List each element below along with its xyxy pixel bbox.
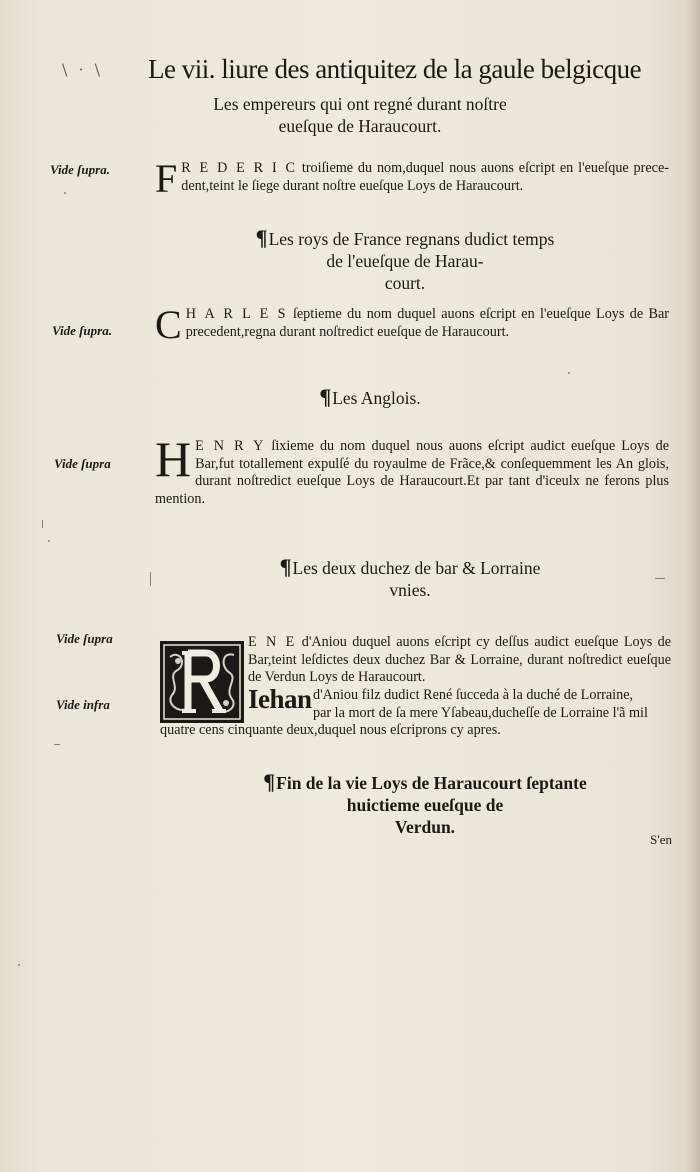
drop-cap-c: C (155, 302, 182, 347)
anglois-paragraph (155, 431, 670, 508)
ornate-initial-r-icon (162, 643, 242, 721)
emperors-line2: dent,teint le ſiege durant noſtre eueſque Loys de Haraucourt. (181, 177, 524, 194)
running-head: Le vii. liure des antiquitez de la gaule belgicque (148, 54, 642, 84)
drop-cap-h: H (155, 431, 192, 487)
france-heading-line2: de l'eueſque de Harau- (326, 251, 484, 271)
ornate-initial-r (160, 641, 244, 723)
emperors-line1: troiſieme du nom,duquel nous auons eſcript en l'eueſque prece- (301, 160, 669, 176)
anglois-heading-text: Les Anglois. (332, 388, 421, 408)
bar-lorraine-paragraph (248, 634, 671, 687)
drop-cap-f: F (155, 156, 178, 201)
page-edge-shadow (686, 0, 700, 1172)
emperors-heading-line1: Les empereurs qui ont regné durant noſtre (213, 94, 507, 114)
france-heading (220, 227, 590, 294)
anglois-first-word: E N R Y (195, 438, 266, 454)
anglois-line2: Bar,fut totallement expulſé du royaulme de Frãce,& conſequemment les An (195, 455, 634, 472)
bar-lorraine-line1: d'Aniou duquel auons eſcript cy deſſus audict eueſque Loys de (301, 634, 671, 650)
anglois-heading (300, 386, 440, 409)
margin-note-france: Vide ſupra. (52, 323, 112, 338)
emperors-paragraph (155, 156, 669, 201)
emperors-heading-line2: eueſque de Haraucourt. (278, 116, 442, 136)
paper-speck (54, 744, 60, 745)
page-marks: \ · \ (62, 60, 104, 79)
bar-lorraine-heading-line1: Les deux duchez de bar & Lorraine (292, 558, 541, 578)
bar-lorraine-line5: par la mort de ſa mere Yſabeau,ducheſſe de Lorraine l'ã mil (313, 704, 648, 721)
bar-lorraine-line4: d'Aniou filz dudict René ſucceda à la duché de Lorraine, (313, 687, 634, 703)
paper-speck (64, 192, 66, 194)
pilcrow-icon: ¶ (255, 225, 268, 250)
fin-line1: Fin de la vie Loys de Haraucourt ſeptante (276, 773, 587, 793)
france-heading-line1: Les roys de France regnans dudict temps (268, 229, 555, 249)
emperors-first-word: R E D E R I C (181, 160, 298, 176)
margin-note-anglois: Vide ſupra (54, 456, 111, 471)
paper-speck (568, 372, 570, 374)
france-first-word: H A R L E S (185, 306, 288, 322)
bar-lorraine-heading (250, 556, 570, 601)
france-line1: ſeptieme du nom duquel auons eſcript en l'eueſque Loys de Bar (292, 306, 669, 322)
fin-line2: huictieme eueſque de (346, 795, 504, 815)
bar-lorraine-line3: eueſque de Verdun Loys de Haraucourt. (248, 651, 671, 685)
france-paragraph (155, 302, 669, 347)
paper-speck (48, 540, 50, 542)
bar-lorraine-first-word: E N E (248, 634, 297, 650)
anglois-line4: plus mention. (155, 473, 670, 507)
catchword: S'en (650, 832, 672, 847)
paper-speck (655, 578, 665, 579)
margin-note-bar-lorraine-1: Vide ſupra (56, 631, 113, 646)
emperors-heading (200, 93, 520, 137)
france-line2: precedent,regna durant noſtredict eueſque de Haraucourt. (185, 323, 510, 340)
anglois-line1: ſixieme du nom duquel nous auons eſcript audict eueſque Loys de (271, 438, 670, 454)
bar-lorraine-line6: quatre cens cinquante deux,duquel nous eſcriprons cy apres. (160, 722, 501, 738)
fin-heading (240, 771, 610, 838)
pilcrow-icon: ¶ (319, 384, 332, 409)
bar-lorraine-heading-line2: vnies. (389, 580, 431, 600)
paper-speck (150, 572, 151, 586)
margin-note-emperors: Vide ſupra. (50, 162, 110, 177)
paper-speck (18, 964, 20, 966)
anglois-line3: glois, durant noſtredict eueſque Loys de Haraucourt.Et par tant d'iceulx ne ferons (195, 455, 669, 489)
fin-line3: Verdun. (394, 817, 456, 837)
iehan-word: Iehan (248, 684, 312, 714)
pilcrow-icon: ¶ (263, 769, 276, 794)
bar-lorraine-line2: Bar,teint leſdictes deux duchez Bar & Lorraine, durant noſtredict (248, 651, 623, 668)
pilcrow-icon: ¶ (279, 554, 292, 579)
margin-note-bar-lorraine-2: Vide infra (56, 697, 110, 712)
iehan-lines (313, 687, 671, 722)
paper-speck (42, 520, 43, 528)
france-heading-line3: court. (384, 273, 426, 293)
